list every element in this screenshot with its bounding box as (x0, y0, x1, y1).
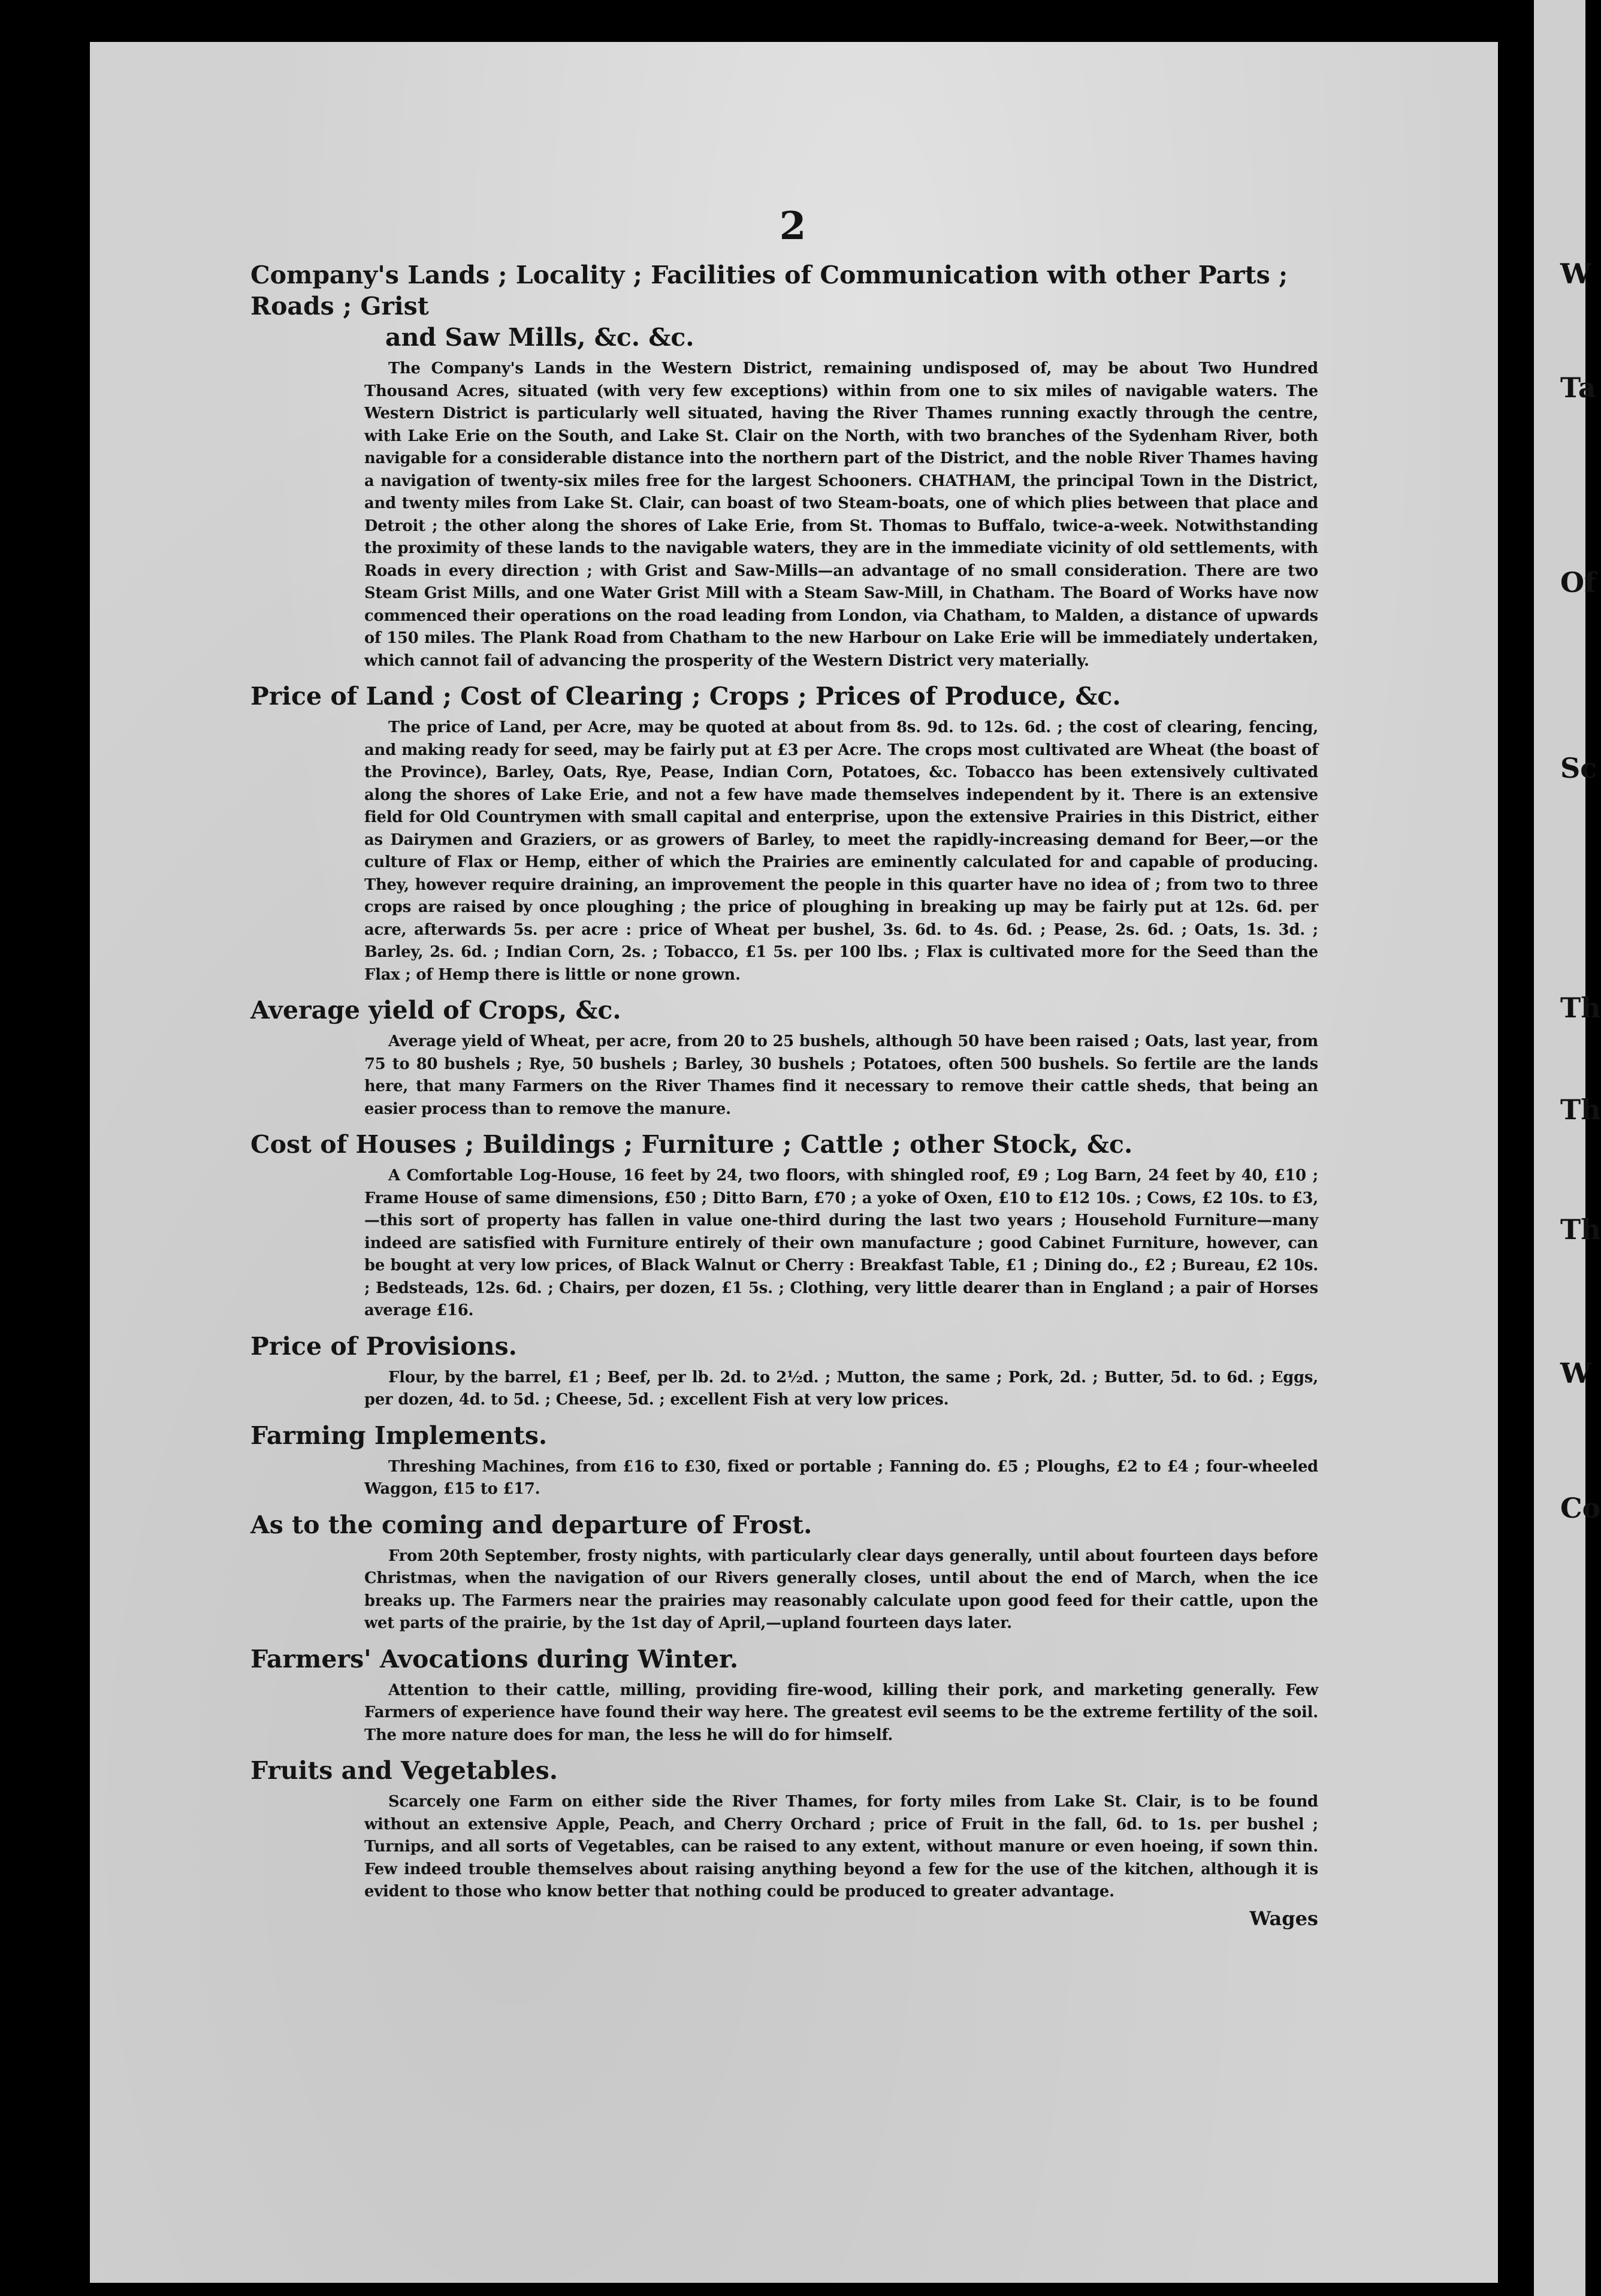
edge-letter: Of (1560, 566, 1596, 599)
section-body: Flour, by the barrel, £1 ; Beef, per lb. 2d. to 2½d. ; Mutton, the same ; Pork, 2d. ; Butter, 5d. to 6d. ; Eggs, per dozen, 4d. to 5d. ; Cheese, 5d. ; excellent Fish at very low prices. (364, 1368, 1318, 1409)
section-heading (250, 259, 1318, 353)
edge-letter: Th (1560, 1213, 1601, 1246)
edge-letter: Th (1560, 1093, 1601, 1126)
section-heading: Average yield of Crops, &c. (250, 996, 621, 1025)
edge-letter: W (1560, 258, 1591, 290)
heading-text: Company's Lands ; Locality ; Facilities of Communication with other Parts ; Roads ; Grist (250, 261, 1288, 321)
section-body: A Comfortable Log-House, 16 feet by 24, two floors, with shingled roof, £9 ; Log Barn, 24 feet by 40, £10 ; Frame House of same dimensions, £50 ; Ditto Barn, £70 ; a yoke of Oxen, £10 to £12 10s. ; Cows, £2 10s. to £3,—this sort of property has fallen in value one-third during the last two years ; Household Furniture—many indeed are satisfied with Furniture entirely of their own manufacture ; good Cabinet Furniture, however, can be bought at very low prices, of Black Walnut or Cherry : Breakfast Table, £1 ; Dining do., £2 ; Bureau, £2 10s. ; Bedsteads, 12s. 6d. ; Chairs, per dozen, £1 5s. ; Clothing, very little dearer than in England ; a pair of Horses average £16. (364, 1167, 1318, 1319)
page-number: 2 (779, 204, 808, 249)
section-heading: Price of Provisions. (250, 1331, 517, 1361)
edge-letter: Sc (1560, 752, 1597, 784)
edge-letter: Co (1560, 1492, 1601, 1524)
edge-letter: Th (1560, 992, 1601, 1024)
section-body: Threshing Machines, from £16 to £30, fixed or portable ; Fanning do. £5 ; Ploughs, £2 to £4 ; four-wheeled Waggon, £15 to £17. (364, 1457, 1318, 1498)
section-heading: Farming Implements. (250, 1421, 548, 1450)
section-body: Attention to their cattle, milling, providing fire-wood, killing their pork, and marketing generally. Few Farmers of experience have found their way here. The greatest evil seems to be the extreme fertility of the soil. The more nature does for man, the less he will do for himself. (364, 1681, 1318, 1744)
heading-continuation: and Saw Mills, &c. &c. (385, 323, 694, 352)
edge-letter: W (1560, 1357, 1591, 1389)
document-content (250, 204, 1318, 1930)
adjacent-page-strip (1534, 0, 1585, 2296)
section-body: Average yield of Wheat, per acre, from 20 to 25 bushels, although 50 have been raised ; Oats, last year, from 75 to 80 bushels ; Rye, 50 bushels ; Barley, 30 bushels ; Potatoes, often 500 bushels. So fertile are the lands here, that many Farmers on the River Thames find it necessary to remove their cattle sheds, that being an easier process than to remove the manure. (364, 1032, 1318, 1118)
section-body: The Company's Lands in the Western District, remaining undisposed of, may be about Two Hundred Thousand Acres, situated (with very few exceptions) within from one to six miles of navigable waters. The Western District is particularly well situated, having the River Thames running exactly through the centre, with Lake Erie on the South, and Lake St. Clair on the North, with two branches of the Sydenham River, both navigable for a considerable distance into the northern part of the District, and the noble River Thames having a navigation of twenty-six miles free for the largest Schooners. CHATHAM, the principal Town in the District, and twenty miles from Lake St. Clair, can boast of two Steam-boats, one of which plies between that place and Detroit ; the other along the shores of Lake Erie, from St. Thomas to Buffalo, twice-a-week. Notwithstanding the proximity of these lands to the navigable waters, they are in the immediate vicinity of old settlements, with Roads in every direction ; with Grist and Saw-Mills—an advantage of no small consideration. There are two Steam Grist Mills, and one Water Grist Mill with a Steam Saw-Mill, in Chatham. The Board of Works have now commenced their operations on the road leading from London, via Chatham, to Malden, a distance of upwards of 150 miles. The Plank Road from Chatham to the new Harbour on Lake Erie will be immediately undertaken, which cannot fail of advancing the prosperity of the Western District very materially. (364, 359, 1318, 670)
section-body: The price of Land, per Acre, may be quoted at about from 8s. 9d. to 12s. 6d. ; the cost of clearing, fencing, and making ready for seed, may be fairly put at £3 per Acre. The crops most cultivated are Wheat (the boast of the Province), Barley, Oats, Rye, Pease, Indian Corn, Potatoes, &c. Tobacco has been extensively cultivated along the shores of Lake Erie, and not a few have made themselves independent by it. There is an extensive field for Old Countrymen with small capital and enterprise, upon the extensive Prairies in this District, either as Dairymen and Graziers, or as growers of Barley, to meet the rapidly-increasing demand for Beer,—or the culture of Flax or Hemp, either of which the Prairies are eminently calculated for and capable of producing. They, however require draining, an improvement the people in this quarter have no idea of ; from two to three crops are raised by once ploughing ; the price of ploughing in breaking up may be fairly put at 12s. 6d. per acre, afterwards 5s. per acre : price of Wheat per bushel, 3s. 6d. to 4s. 6d. ; Pease, 2s. 6d. ; Oats, 1s. 3d. ; Barley, 2s. 6d. ; Indian Corn, 2s. ; Tobacco, £1 5s. per 100 lbs. ; Flax is cultivated more for the Seed than the Flax ; of Hemp there is little or none grown. (364, 718, 1318, 984)
section-body: Scarcely one Farm on either side the River Thames, for forty miles from Lake St. Clair, is to be found without an extensive Apple, Peach, and Cherry Orchard ; price of Fruit in the fall, 6d. to 1s. per bushel ; Turnips, and all sorts of Vegetables, can be raised to any extent, without manure or even hoeing, if sown thin. Few indeed trouble themselves about raising anything beyond a few for the use of the kitchen, although it is evident to those who know better that nothing could be produced to greater advantage. (364, 1793, 1318, 1901)
section-heading: Cost of Houses ; Buildings ; Furniture ; Cattle ; other Stock, &c. (250, 1130, 1133, 1159)
section-heading: As to the coming and departure of Frost. (250, 1510, 812, 1539)
section-heading: Fruits and Vegetables. (250, 1756, 558, 1785)
catchword: Wages (1249, 1907, 1318, 1930)
section-heading: Farmers' Avocations during Winter. (250, 1644, 739, 1673)
section-heading: Price of Land ; Cost of Clearing ; Crops ; Prices of Produce, &c. (250, 682, 1121, 711)
edge-letter: Ta (1560, 371, 1596, 404)
section-body: From 20th September, frosty nights, with particularly clear days generally, until about fourteen days before Christmas, when the navigation of our Rivers generally closes, until about the end of March, when the ice breaks up. The Farmers near the prairies may reasonably calculate upon good feed for their cattle, upon the wet parts of the prairie, by the 1st day of April,—upland fourteen days later. (364, 1546, 1318, 1632)
